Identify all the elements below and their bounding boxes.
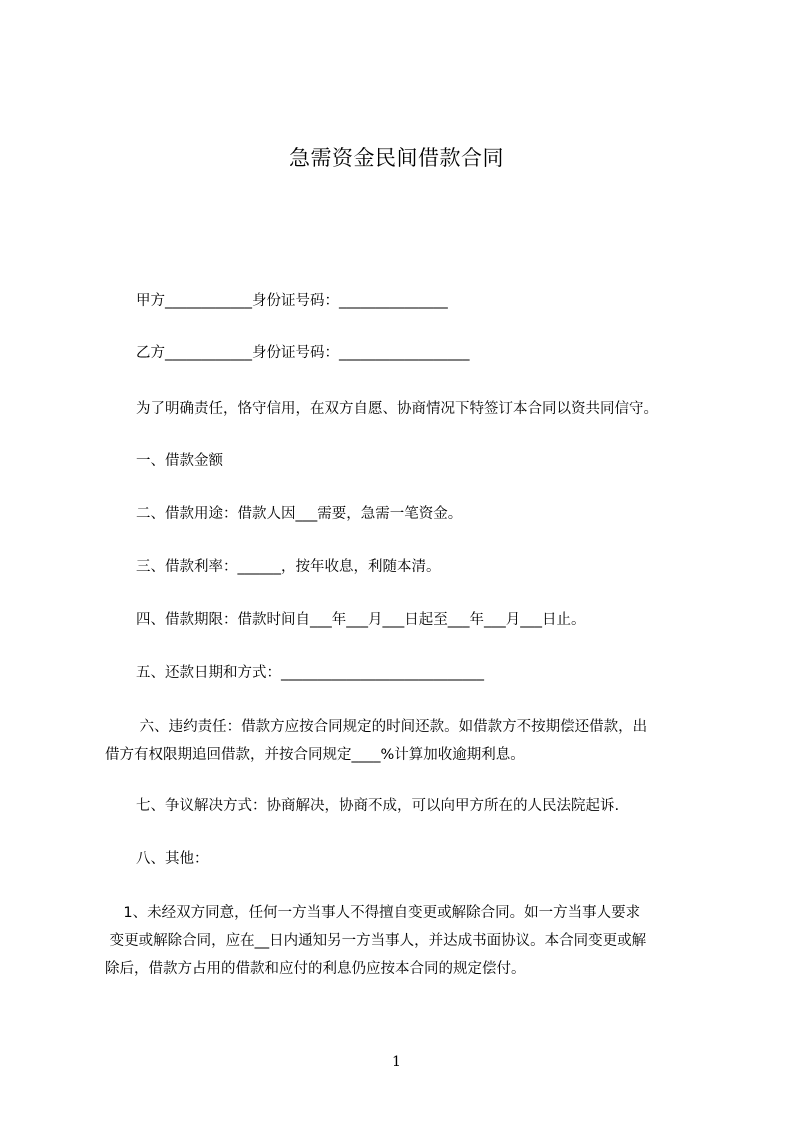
clause-6-line-1: 六、违约责任：借款方应按合同规定的时间还款。如借款方不按期偿还借款，出 [135, 719, 648, 735]
clause-8-item-1 [105, 899, 699, 983]
document-title: 急需资金民间借款合同 [289, 146, 504, 170]
page-number: 1 [392, 1054, 401, 1070]
clause-1-loan-amount: 一、借款金额 [136, 453, 223, 469]
clause-8-item-1-line-3: 除后，借款方占用的借款和应付的利息仍应按本合同的规定偿付。 [105, 961, 526, 977]
party-a-line: 甲方____________身份证号码：_______________ [136, 293, 448, 309]
clause-6-liability [105, 713, 699, 769]
clause-4-loan-term: 四、借款期限：借款时间自___年___月___日起至___年___月___日止。 [136, 612, 586, 628]
clause-8-other: 八、其他： [136, 851, 209, 867]
clause-3-interest-rate: 三、借款利率：______，按年收息，利随本清。 [136, 559, 441, 575]
clause-5-repayment: 五、还款日期和方式：____________________________ [136, 665, 484, 681]
party-b-line: 乙方____________身份证号码：__________________ [136, 345, 470, 361]
clause-8-item-1-line-1: 1、未经双方同意，任何一方当事人不得擅自变更或解除合同。如一方当事人要求 [105, 905, 641, 921]
clause-6-line-2: 借方有权限期追回借款，并按合同规定____%计算加收逾期利息。 [105, 747, 525, 763]
preamble: 为了明确责任，恪守信用，在双方自愿、协商情况下特签订本合同以资共同信守。 [136, 401, 658, 417]
clause-7-dispute: 七、争议解决方式：协商解决，协商不成，可以向甲方所在的人民法院起诉. [136, 798, 620, 814]
clause-2-loan-purpose: 二、借款用途：借款人因___需要，急需一笔资金。 [136, 506, 463, 522]
clause-8-item-1-line-2: 变更或解除合同，应在__日内通知另一方当事人，并达成书面协议。本合同变更或解 [105, 933, 647, 949]
